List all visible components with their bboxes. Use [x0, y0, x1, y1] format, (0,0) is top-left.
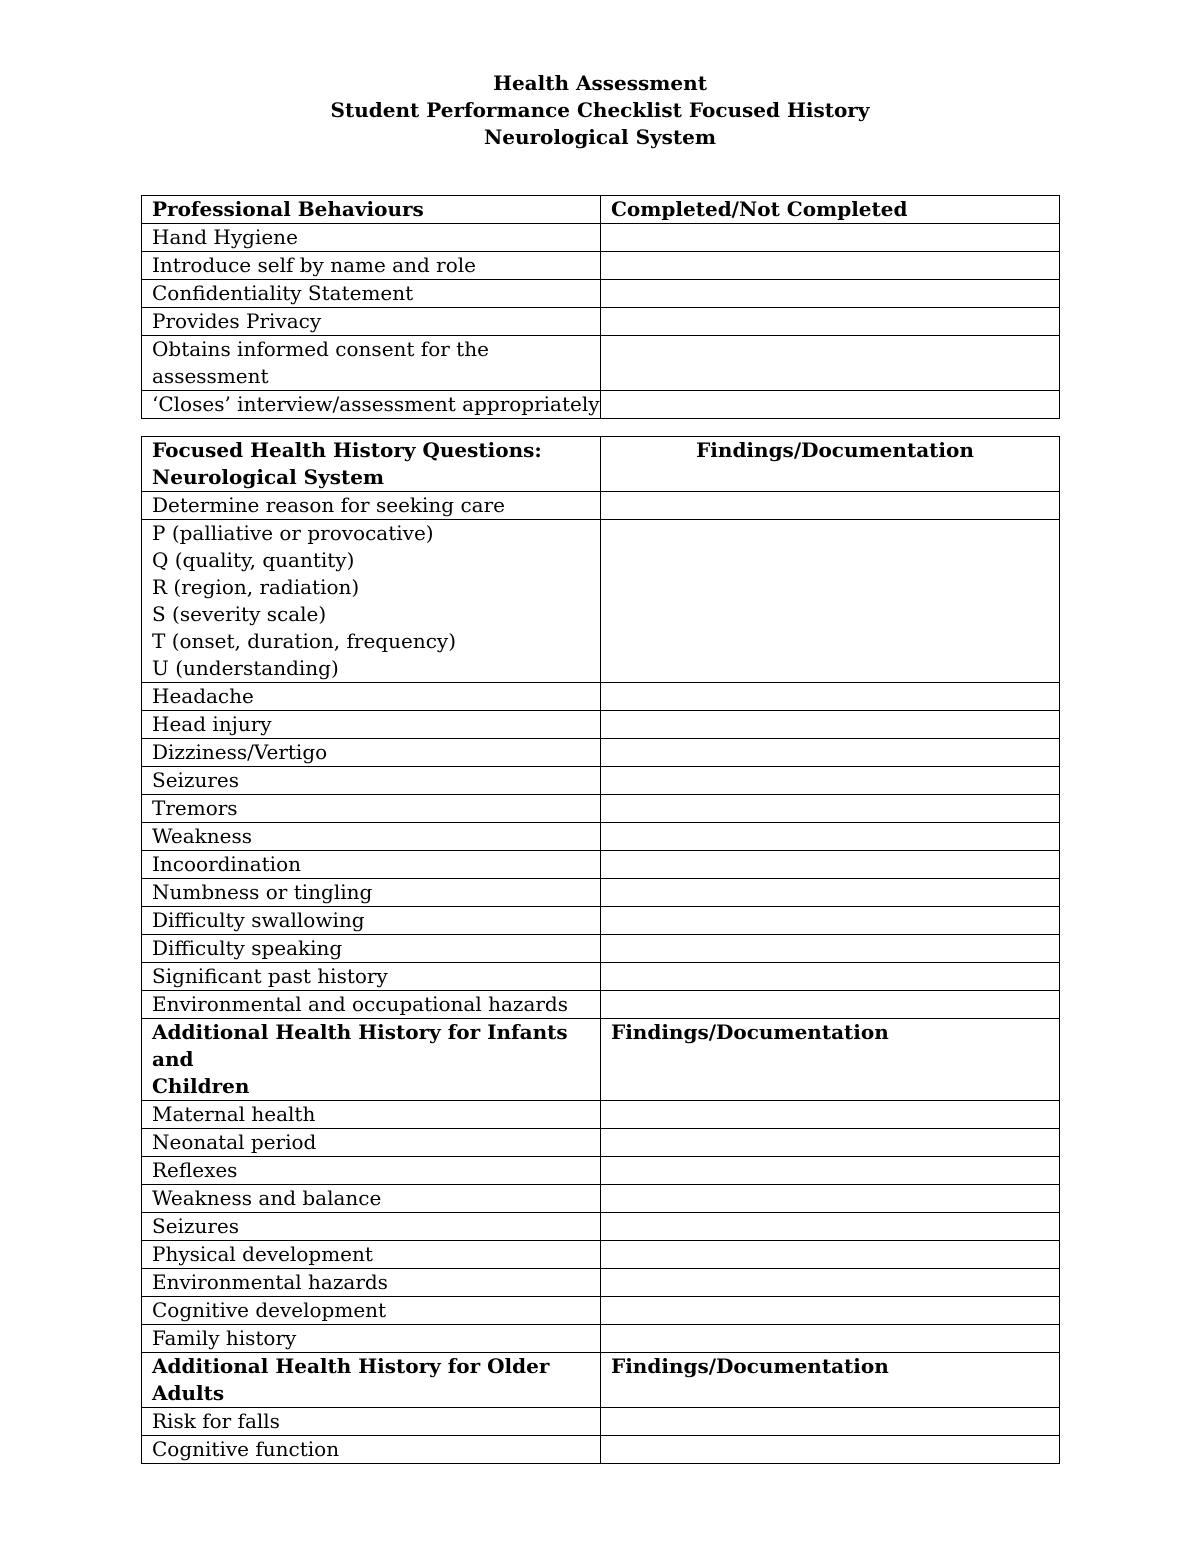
- table-row: [142, 1436, 1060, 1464]
- pqrstu-line: U (understanding): [152, 656, 339, 680]
- findings-cell[interactable]: [601, 711, 1060, 739]
- completed-cell[interactable]: [601, 336, 1060, 391]
- findings-cell[interactable]: [601, 823, 1060, 851]
- table-row: [142, 907, 1060, 935]
- pqrstu-line: T (onset, duration, frequency): [152, 629, 457, 653]
- table-row: [142, 224, 1060, 252]
- findings-cell[interactable]: [601, 851, 1060, 879]
- infants-header-line-2: Children: [152, 1074, 250, 1098]
- findings-cell[interactable]: [601, 991, 1060, 1019]
- older-adults-header-row: [142, 1353, 1060, 1408]
- title-line-1: Health Assessment: [493, 71, 707, 95]
- completed-cell[interactable]: [601, 280, 1060, 308]
- table-row: [142, 1129, 1060, 1157]
- table-row: [142, 963, 1060, 991]
- pqrstu-cell: [142, 520, 601, 683]
- findings-header: Findings/Documentation: [601, 437, 1060, 492]
- table-row: [142, 252, 1060, 280]
- table-row: [142, 1157, 1060, 1185]
- question-label: Neonatal period: [142, 1129, 601, 1157]
- findings-cell[interactable]: [601, 1157, 1060, 1185]
- question-label: Tremors: [142, 795, 601, 823]
- question-label: Environmental and occupational hazards: [142, 991, 601, 1019]
- findings-cell[interactable]: [601, 739, 1060, 767]
- table-header-row: [142, 437, 1060, 492]
- behaviour-label: Provides Privacy: [142, 308, 601, 336]
- infants-header-line-1: Additional Health History for Infants and: [152, 1020, 568, 1071]
- table-row: [142, 1325, 1060, 1353]
- findings-cell[interactable]: [601, 795, 1060, 823]
- title-line-3: Neurological System: [483, 125, 717, 149]
- focused-history-header: [142, 437, 601, 492]
- question-label: Maternal health: [142, 1101, 601, 1129]
- question-label: Difficulty swallowing: [142, 907, 601, 935]
- question-label: Difficulty speaking: [142, 935, 601, 963]
- question-label: Seizures: [142, 1213, 601, 1241]
- findings-cell[interactable]: [601, 1213, 1060, 1241]
- focused-history-table: [141, 436, 1060, 1464]
- table-row: [142, 767, 1060, 795]
- question-label: Reflexes: [142, 1157, 601, 1185]
- pqrstu-line: P (palliative or provocative): [152, 521, 434, 545]
- focused-header-line-2: Neurological System: [152, 465, 385, 489]
- table-row: [142, 795, 1060, 823]
- pqrstu-line: R (region, radiation): [152, 575, 360, 599]
- table-row: [142, 1408, 1060, 1436]
- table-row: [142, 1297, 1060, 1325]
- question-label: Significant past history: [142, 963, 601, 991]
- behaviour-label: Introduce self by name and role: [142, 252, 601, 280]
- findings-cell[interactable]: [601, 1129, 1060, 1157]
- table-row: [142, 1241, 1060, 1269]
- question-label: Cognitive development: [142, 1297, 601, 1325]
- findings-cell[interactable]: [601, 1185, 1060, 1213]
- professional-behaviours-table: [141, 195, 1060, 419]
- findings-cell[interactable]: [601, 767, 1060, 795]
- question-label: Cognitive function: [142, 1436, 601, 1464]
- question-label: Risk for falls: [142, 1408, 601, 1436]
- table-row: [142, 711, 1060, 739]
- completed-cell[interactable]: [601, 391, 1060, 419]
- table-row: [142, 520, 1060, 683]
- table-row: [142, 1213, 1060, 1241]
- infants-header-row: [142, 1019, 1060, 1101]
- question-label: Headache: [142, 683, 601, 711]
- pqrstu-line: Q (quality, quantity): [152, 548, 355, 572]
- question-label: Dizziness/Vertigo: [142, 739, 601, 767]
- table-row: [142, 823, 1060, 851]
- document-title-block: [0, 70, 1200, 151]
- question-label: Head injury: [142, 711, 601, 739]
- table-row: [142, 739, 1060, 767]
- table-row: [142, 935, 1060, 963]
- findings-cell[interactable]: [601, 907, 1060, 935]
- findings-cell[interactable]: [601, 1241, 1060, 1269]
- completed-cell[interactable]: [601, 308, 1060, 336]
- focused-header-line-1: Focused Health History Questions:: [152, 438, 542, 462]
- table-row: [142, 391, 1060, 419]
- question-label: Environmental hazards: [142, 1269, 601, 1297]
- findings-cell[interactable]: [601, 1269, 1060, 1297]
- question-label: Weakness and balance: [142, 1185, 601, 1213]
- table-row: [142, 879, 1060, 907]
- question-label: Incoordination: [142, 851, 601, 879]
- table-row: [142, 1185, 1060, 1213]
- findings-header: Findings/Documentation: [601, 1353, 1060, 1408]
- professional-behaviours-header: Professional Behaviours: [142, 196, 601, 224]
- question-label: Numbness or tingling: [142, 879, 601, 907]
- question-label: Family history: [142, 1325, 601, 1353]
- completed-header: Completed/Not Completed: [601, 196, 1060, 224]
- table-row: [142, 683, 1060, 711]
- findings-header: Findings/Documentation: [601, 1019, 1060, 1101]
- findings-cell[interactable]: [601, 879, 1060, 907]
- older-adults-header: Additional Health History for Older Adults: [142, 1353, 601, 1408]
- question-label: Determine reason for seeking care: [142, 492, 601, 520]
- behaviour-label: Confidentiality Statement: [142, 280, 601, 308]
- table-row: [142, 851, 1060, 879]
- table-row: [142, 991, 1060, 1019]
- question-label: Physical development: [142, 1241, 601, 1269]
- pqrstu-line: S (severity scale): [152, 602, 327, 626]
- findings-cell[interactable]: [601, 1297, 1060, 1325]
- findings-cell[interactable]: [601, 1325, 1060, 1353]
- table-row: [142, 308, 1060, 336]
- infants-header: [142, 1019, 601, 1101]
- question-label: Seizures: [142, 767, 601, 795]
- findings-cell[interactable]: [601, 520, 1060, 683]
- table-header-row: [142, 196, 1060, 224]
- findings-cell[interactable]: [601, 1408, 1060, 1436]
- findings-cell[interactable]: [601, 963, 1060, 991]
- findings-cell[interactable]: [601, 935, 1060, 963]
- table-row: [142, 1101, 1060, 1129]
- findings-cell[interactable]: [601, 683, 1060, 711]
- table-row: [142, 1269, 1060, 1297]
- table-row: [142, 280, 1060, 308]
- completed-cell[interactable]: [601, 252, 1060, 280]
- title-line-2: Student Performance Checklist Focused History: [330, 98, 870, 122]
- findings-cell[interactable]: [601, 1101, 1060, 1129]
- behaviour-label: Obtains informed consent for the assessment: [142, 336, 601, 391]
- behaviour-label: ‘Closes’ interview/assessment appropriately: [142, 391, 601, 419]
- behaviour-label: Hand Hygiene: [142, 224, 601, 252]
- question-label: Weakness: [142, 823, 601, 851]
- completed-cell[interactable]: [601, 224, 1060, 252]
- table-row: [142, 336, 1060, 391]
- findings-cell[interactable]: [601, 1436, 1060, 1464]
- findings-cell[interactable]: [601, 492, 1060, 520]
- table-row: [142, 492, 1060, 520]
